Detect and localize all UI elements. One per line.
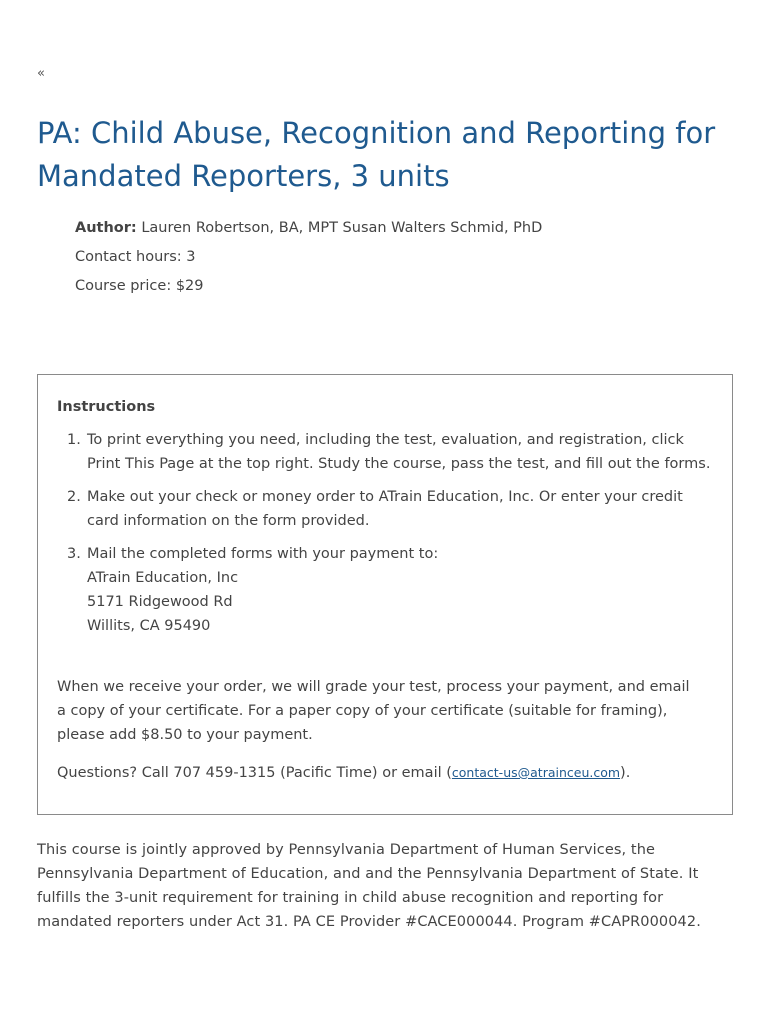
list-item <box>67 428 717 476</box>
address-line: ATrain Education, Inc <box>87 570 239 586</box>
step-text: Make out your check or money order to ATrain Education, Inc. Or enter your credit card information on the form provided. <box>87 489 683 529</box>
step-text: Mail the completed forms with your payment to: <box>87 546 439 562</box>
step-number: 3. <box>67 546 81 562</box>
page-title: PA: Child Abuse, Recognition and Reporting for Mandated Reporters, 3 units <box>37 116 716 193</box>
email-link[interactable]: contact-us@atrainceu.com <box>451 765 621 780</box>
back-link[interactable]: « <box>37 66 45 81</box>
step-number: 1. <box>67 432 81 448</box>
address-line: 5171 Ridgewood Rd <box>87 594 233 610</box>
order-processing-text: When we receive your order, we will grade your test, process your payment, and email a copy of your certificate. For a paper copy of your certificate (suitable for framing), please add $8.50 to your payment. <box>57 679 690 743</box>
instructions-heading: Instructions <box>57 399 156 415</box>
questions-suffix: ). <box>620 765 631 781</box>
list-item <box>67 542 717 638</box>
course-meta <box>75 214 542 301</box>
step-text: To print everything you need, including the test, evaluation, and registration, click Print This Page at the top right. Study the course, pass the test, and fill out the forms. <box>87 432 711 472</box>
questions-text <box>57 761 697 785</box>
address-line: Willits, CA 95490 <box>87 618 211 634</box>
author-row <box>75 214 542 243</box>
contact-hours: Contact hours: 3 <box>75 249 196 265</box>
list-item <box>67 485 717 533</box>
course-price: Course price: $29 <box>75 278 204 294</box>
author-label: Author: <box>75 220 137 236</box>
instructions-list <box>67 428 717 647</box>
step-number: 2. <box>67 489 81 505</box>
approval-text: This course is jointly approved by Pennsylvania Department of Human Services, the Pennsylvania Department of Education, and and the Pennsylvania Department of State. It fulfills the 3-unit requirement for training in child abuse recognition and reporting for mandated reporters under Act 31. PA CE Provider #CACE000044. Program #CAPR000042. <box>37 842 701 930</box>
author-value: Lauren Robertson, BA, MPT Susan Walters Schmid, PhD <box>141 220 543 236</box>
instructions-box <box>37 374 733 815</box>
questions-prefix: Questions? Call 707 459-1315 (Pacific Time) or email ( <box>57 765 452 781</box>
